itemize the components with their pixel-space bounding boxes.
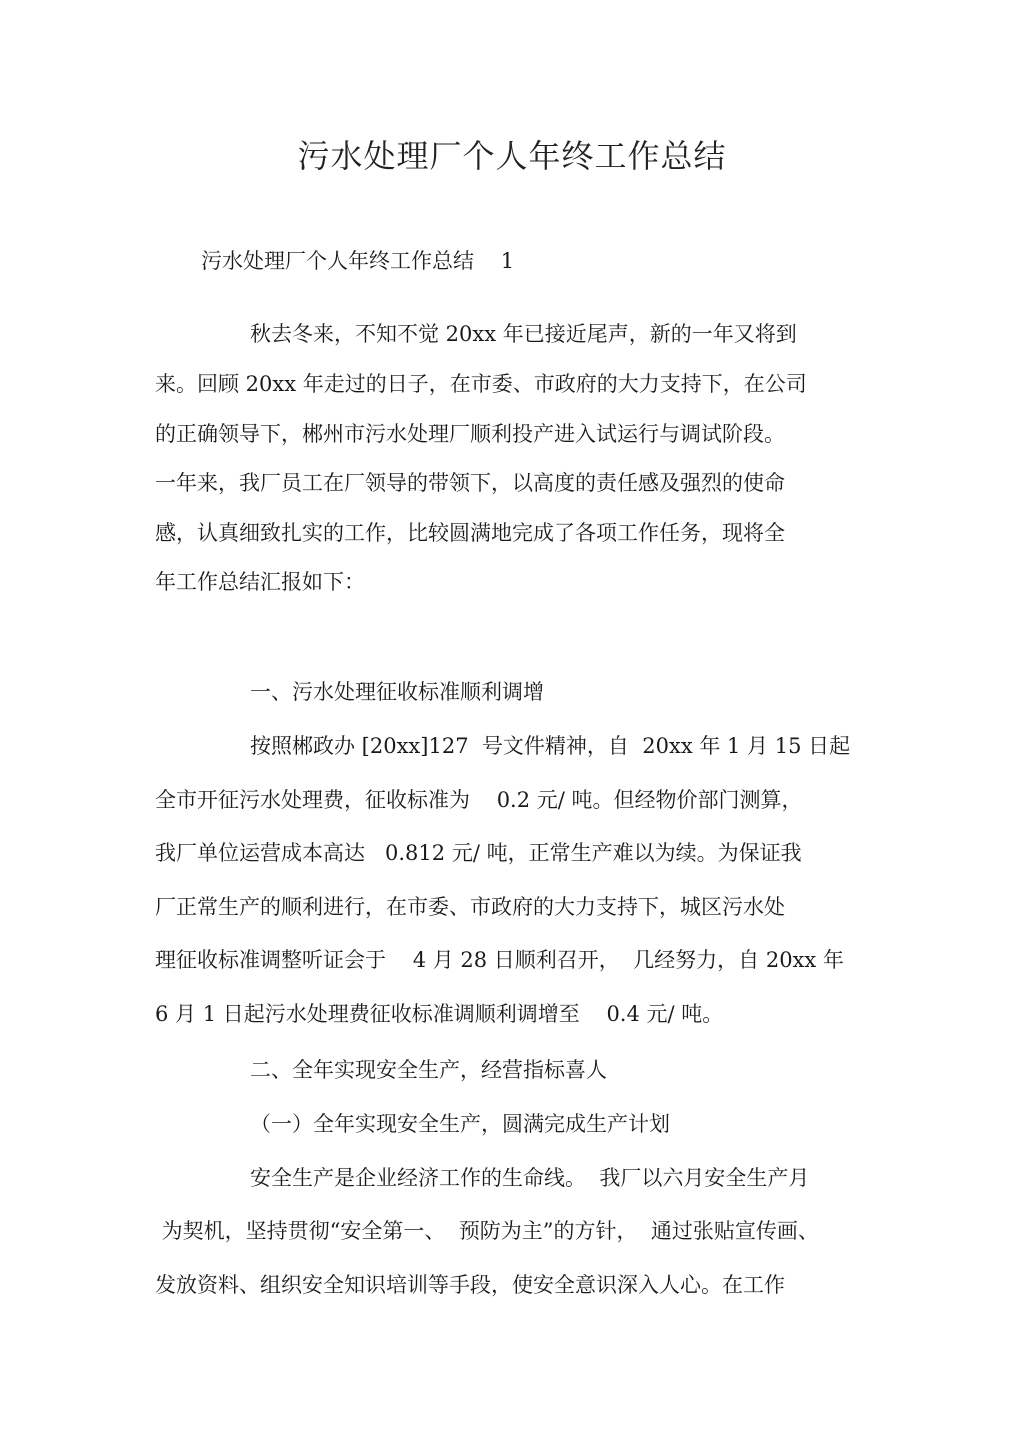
paragraph-line: 秋去冬来，不知不觉 20xx 年已接近尾声，新的一年又将到 [250, 322, 797, 346]
section-heading: 一、污水处理征收标准顺利调增 [250, 680, 544, 704]
paragraph-line: 理征收标准调整听证会于 4 月 28 日顺利召开， 几经努力，自 20xx 年 [155, 948, 844, 972]
paragraph-line: 我厂单位运营成本高达 0.812 元/ 吨，正常生产难以为续。为保证我 [155, 841, 802, 865]
paragraph-line: 6 月 1 日起污水处理费征收标准调顺利调增至 0.4 元/ 吨。 [155, 1002, 724, 1026]
paragraph-line: 的正确领导下，郴州市污水处理厂顺利投产进入试运行与调试阶段。 [155, 422, 785, 446]
document-title: 污水处理厂个人年终工作总结 [297, 137, 727, 175]
paragraph-line: 感，认真细致扎实的工作，比较圆满地完成了各项工作任务，现将全 [155, 521, 785, 545]
paragraph-line: 按照郴政办 [20xx]127 号文件精神，自 20xx 年 1 月 15 日起 [250, 734, 851, 758]
paragraph-line: 发放资料、组织安全知识培训等手段，使安全意识深入人心。在工作 [155, 1273, 785, 1297]
section-heading: 污水处理厂个人年终工作总结 1 [201, 249, 515, 273]
sub-heading: （一）全年实现安全生产，圆满完成生产计划 [250, 1112, 670, 1136]
paragraph-line: 安全生产是企业经济工作的生命线。 我厂以六月安全生产月 [250, 1166, 810, 1190]
paragraph-line: 全市开征污水处理费，征收标准为 0.2 元/ 吨。但经物价部门测算， [155, 788, 803, 812]
section-heading: 二、全年实现安全生产，经营指标喜人 [250, 1058, 607, 1082]
paragraph-line: 来。回顾 20xx 年走过的日子，在市委、市政府的大力支持下，在公司 [155, 372, 807, 396]
paragraph-line: 年工作总结汇报如下： [155, 570, 365, 594]
paragraph-line: 厂正常生产的顺利进行，在市委、市政府的大力支持下，城区污水处 [155, 895, 785, 919]
paragraph-line: 为契机，坚持贯彻“安全第一、 预防为主”的方针， 通过张贴宣传画、 [155, 1219, 819, 1243]
paragraph-line: 一年来，我厂员工在厂领导的带领下，以高度的责任感及强烈的使命 [155, 471, 785, 495]
